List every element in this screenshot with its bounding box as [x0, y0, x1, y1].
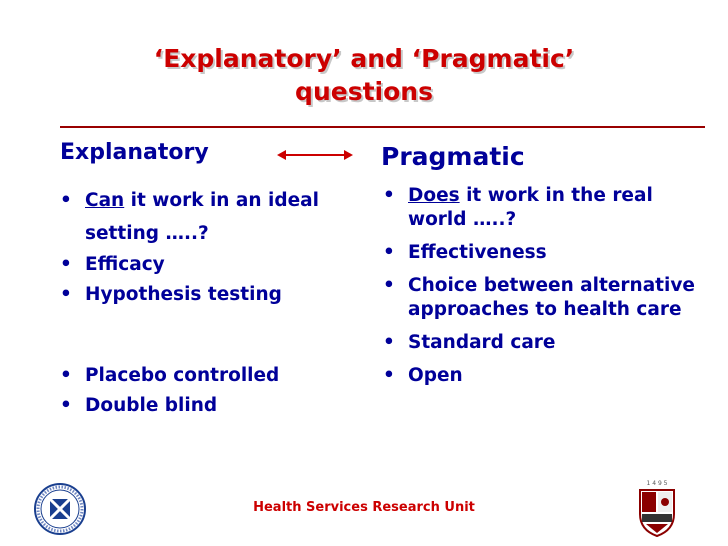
list-item [58, 250, 358, 280]
list-item [58, 361, 358, 391]
double-headed-arrow-icon [277, 148, 353, 162]
slide-title-line-1: ‘Explanatory’ and ‘Pragmatic’ [153, 44, 575, 73]
bullet-dot: • [383, 185, 395, 206]
list-item [58, 280, 358, 310]
slide-title [0, 42, 728, 108]
list-item [381, 364, 701, 388]
explanatory-heading: Explanatory [60, 140, 209, 165]
title-divider [60, 126, 705, 128]
list-item [58, 184, 358, 250]
list-item [381, 241, 701, 265]
list-item-text: Standard care [408, 332, 556, 353]
list-item-text: Hypothesis testing [85, 284, 282, 305]
bullet-dot: • [60, 190, 72, 211]
list-item-text: Effectiveness [408, 242, 547, 263]
list-item [58, 391, 358, 421]
footer-unit-name: Health Services Research Unit [253, 500, 475, 515]
bullet-dot: • [383, 332, 395, 353]
bullet-dot: • [383, 275, 395, 296]
list-item-text: Double blind [85, 395, 218, 416]
bullet-dot: • [60, 395, 72, 416]
list-item-text: Open [408, 365, 463, 386]
bullet-dot: • [383, 242, 395, 263]
list-item-emphasis: Does [408, 185, 460, 206]
explanatory-list [58, 184, 358, 421]
list-item [381, 331, 701, 355]
bullet-dot: • [60, 284, 72, 305]
slide-title-line-2: questions [295, 77, 433, 106]
list-item-text: it work in an ideal setting …..? [85, 190, 319, 244]
list-item [381, 274, 701, 322]
list-item [381, 184, 701, 232]
pragmatic-heading: Pragmatic [381, 142, 525, 171]
bullet-dot: • [60, 254, 72, 275]
pragmatic-list [381, 184, 701, 388]
university-crest-logo [632, 478, 682, 538]
crest-digits: 1 4 9 5 [646, 480, 668, 487]
list-item-text: Efficacy [85, 254, 165, 275]
bullet-dot: • [60, 365, 72, 386]
list-item-text: Choice between alternative approaches to health care [408, 275, 695, 320]
list-item-emphasis: Can [85, 190, 125, 211]
bullet-dot: • [383, 365, 395, 386]
list-item-text: Placebo controlled [85, 365, 280, 386]
list-item-text: it work in the real world …..? [408, 185, 653, 230]
